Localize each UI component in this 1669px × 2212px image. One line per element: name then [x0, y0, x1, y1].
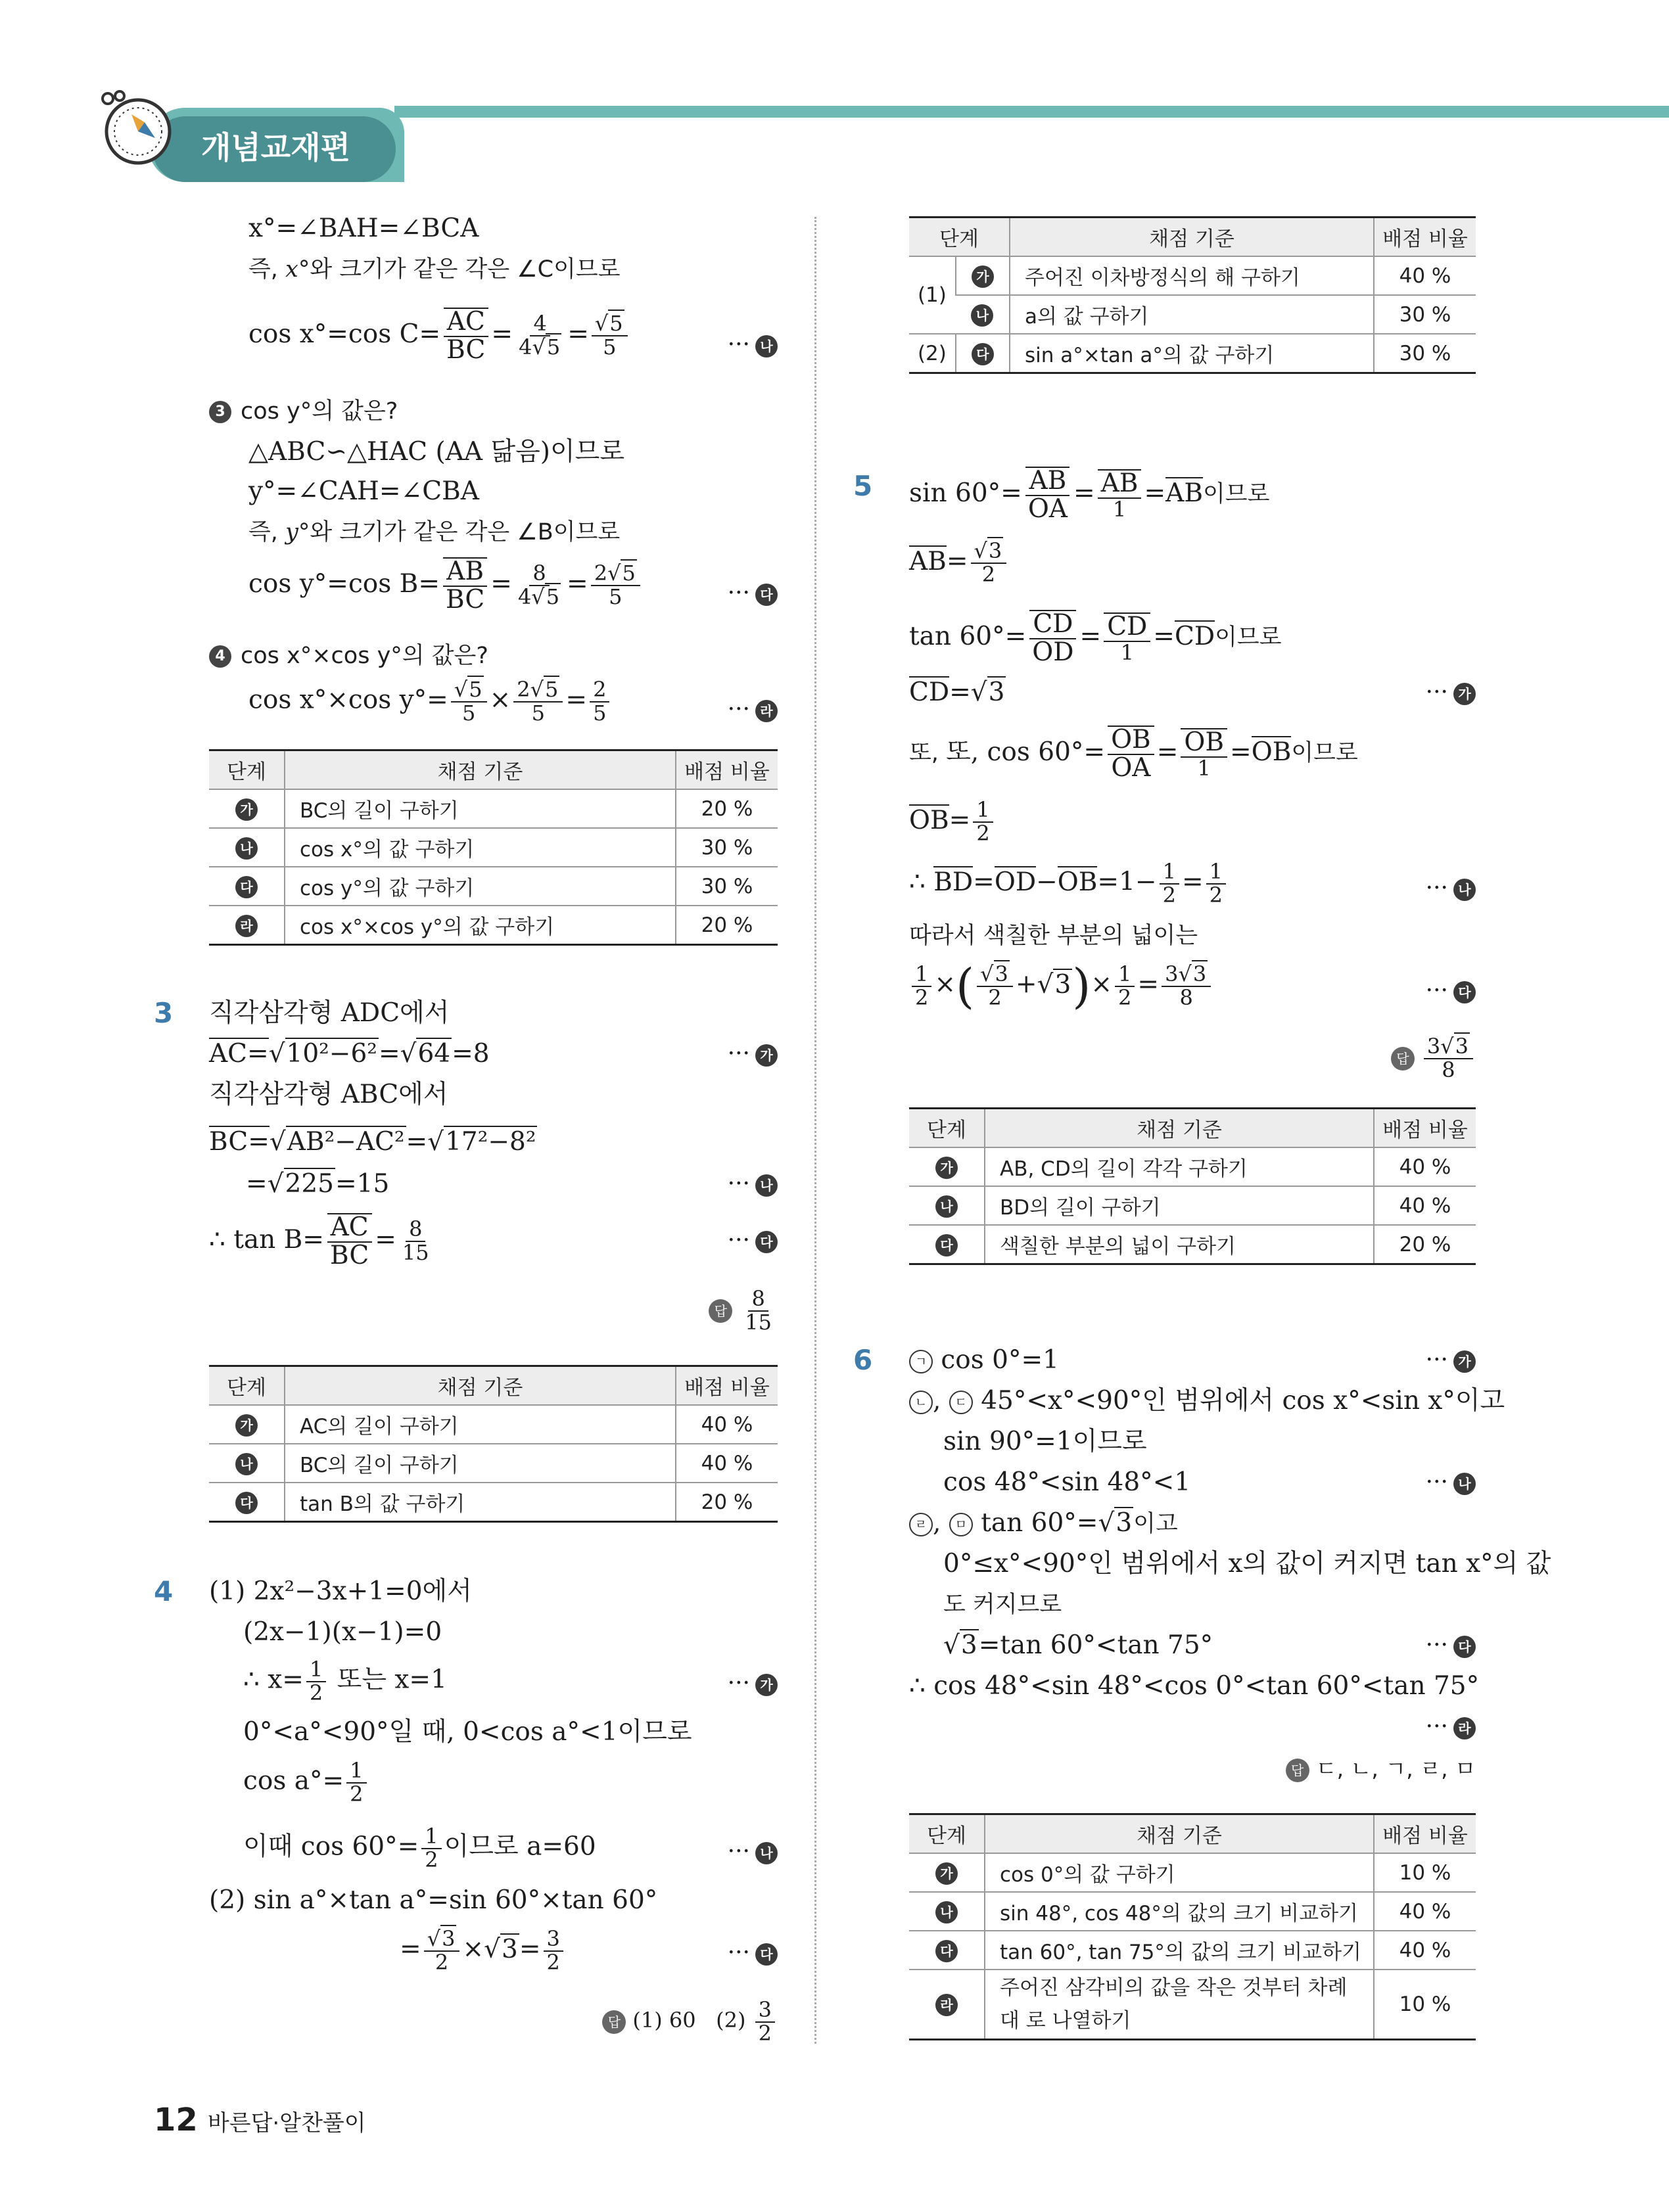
score-table-4: 단계 채점 기준 배점 비율 (1) 가 주어진 이차방정식의 해 구하기 40 % 나 a의 값 구하기 30 % (2) 다 sin a°×tan a°의 값 구하기 30 % [909, 216, 1476, 374]
table-row: 가 BC의 길이 구하기 20 % [209, 789, 778, 828]
s2-step-3-title: 3 cos y°의 값은? [209, 392, 398, 431]
s5-marker-c: ··· 다 [1426, 971, 1476, 1011]
s2-step-4-title: 4 cos x°×cos y°의 값은? [209, 636, 488, 676]
table-row: 다 cos y°의 값 구하기 30 % [209, 867, 778, 906]
s6-line-1: ㄱ cos 0°=1 [909, 1341, 1059, 1380]
section-3-number: 3 [154, 997, 174, 1029]
score-table-6: 단계 채점 기준 배점 비율 가 cos 0°의 값 구하기 10 % 나 sin 48°, cos 48°의 값의 크기 비교하기 40 % 다 tan 60°, tan 75°의 값의 크기 비교하기 40 % 라 주어진 삼각비의 값을 작은 것부터 차례대 로 나열하기 10 % [909, 1813, 1476, 2040]
s2-line-1: x°=∠BAH=∠BCA [248, 214, 479, 243]
header-title: 개념교재편 [201, 130, 351, 166]
s4-marker-a: ··· 가 [728, 1664, 778, 1703]
s4-line-8: = $\frac{√3}{2}$ ×√3= $\frac{3}{2}$ [400, 1928, 566, 1973]
s3-answer: 답 $\frac{8}{15}$ [709, 1288, 778, 1333]
s3-line-4: BC=√AB²−AC²=√17²−8² [209, 1127, 536, 1157]
s5-answer: 답 $\frac{3√3}{8}$ [1391, 1036, 1476, 1081]
s3-line-5: =√225=15 [246, 1169, 390, 1199]
s5-marker-a: ··· 가 [1426, 673, 1476, 712]
s5-line-5: 또, 또, cos 60°= $\frac{OB}{OA}$ = $\frac{OB}{1}$ =OB이므로 [909, 725, 1358, 783]
header-band [394, 106, 1669, 118]
footer [154, 2100, 366, 2147]
s6-line-6: 0°≤x°<90°인 범위에서 x의 값이 커지면 tan x°의 값 [943, 1549, 1551, 1578]
s3-line-6: ∴ tan B= $\frac{AC}{BC}$ = $\frac{8}{15}$ [209, 1212, 429, 1270]
s4-line-5: cos a°= $\frac{1}{2}$ [243, 1760, 369, 1805]
page-number: 12 [154, 2102, 198, 2138]
s5-line-9: $\frac{1}{2}$ ×( $\frac{√3}{2}$ +√3)× $\frac{1}{2}$ = $\frac{3√3}{8}$ [909, 963, 1213, 1009]
s6-line-8: √3=tan 60°<tan 75° [943, 1630, 1213, 1660]
s2-marker-c: ··· 다 [728, 574, 778, 613]
table-row: 가 AB, CD의 길이 각각 구하기 40 % [909, 1147, 1476, 1186]
s5-line-4: CD=√3 [909, 678, 1005, 707]
s2-line-6: 즉, y°와 크기가 같은 각은 ∠B이므로 [248, 519, 621, 545]
table-row: 다 tan 60°, tan 75°의 값의 크기 비교하기 40 % [909, 1931, 1476, 1970]
s2-line-5: y°=∠CAH=∠CBA [248, 476, 479, 506]
s2-marker-d: ··· 라 [728, 690, 778, 729]
s5-line-1: sin 60°= $\frac{AB}{OA}$ = $\frac{AB}{1}$ =AB이므로 [909, 466, 1270, 524]
s5-line-6: OB= $\frac{1}{2}$ [909, 799, 996, 844]
s6-line-9: ∴ cos 48°<sin 48°<cos 0°<tan 60°<tan 75° [909, 1671, 1480, 1701]
table-row: 나 sin 48°, cos 48°의 값의 크기 비교하기 40 % [909, 1892, 1476, 1931]
s2-marker-b: ··· 나 [728, 325, 778, 365]
s5-line-2: AB= $\frac{√3}{2}$ [909, 540, 1009, 586]
section-4 [209, 1572, 778, 2058]
s3-line-2: AC=√10²−6²=√64=8 [209, 1039, 490, 1069]
table-row: 나 a의 값 구하기 30 % [909, 295, 1476, 334]
s3-marker-b: ··· 나 [728, 1164, 778, 1204]
s5-line-3: tan 60°= $\frac{CD}{OD}$ = $\frac{CD}{1}$ =CD이므로 [909, 609, 1282, 667]
s4-line-2: (2x−1)(x−1)=0 [243, 1617, 442, 1647]
section-4-number: 4 [154, 1575, 174, 1607]
s2-line-7: cos y°=cos B= $\frac{AB}{BC}$ = $\frac{8}{4√5}$ = $\frac{2√5}{5}$ [248, 557, 643, 614]
score-table-5: 단계 채점 기준 배점 비율 가 AB, CD의 길이 각각 구하기 40 % 나 BD의 길이 구하기 40 % 다 색칠한 부분의 넓이 구하기 20 % [909, 1107, 1476, 1265]
s6-marker-b: ··· 나 [1426, 1463, 1476, 1502]
section-6-number: 6 [853, 1344, 873, 1376]
s6-line-5: ㄹ , ㅁ tan 60°=√3이고 [909, 1504, 1178, 1544]
s3-line-3: 직각삼각형 ABC에서 [209, 1080, 448, 1109]
s6-marker-c: ··· 다 [1426, 1626, 1476, 1665]
table-row: 나 BC의 길이 구하기 40 % [209, 1444, 778, 1483]
s4-line-3: ∴ x= $\frac{1}{2}$ 또는 x=1 [243, 1657, 447, 1705]
table-row: 나 BD의 길이 구하기 40 % [909, 1186, 1476, 1225]
s6-line-7: 도 커지므로 [943, 1592, 1062, 1618]
s2-line-3: cos x°=cos C= $\frac{AC}{BC}$ = $\frac{4}{4√5}$ = $\frac{√5}{5}$ [248, 308, 630, 364]
s3-marker-c: ··· 다 [728, 1221, 778, 1260]
s5-line-8: 따라서 색칠한 부분의 넓이는 [909, 923, 1198, 949]
score-table-2 [209, 749, 778, 946]
table-row: 라 주어진 삼각비의 값을 작은 것부터 차례대 로 나열하기 10 % [909, 1970, 1476, 2040]
column-divider [814, 217, 816, 2044]
s6-line-4: cos 48°<sin 48°<1 [943, 1467, 1191, 1497]
s2-line-2: 즉, x°와 크기가 같은 각은 ∠C이므로 [248, 256, 621, 283]
th-ratio: 배점 비율 [676, 750, 778, 790]
s6-marker-d: ··· 라 [1426, 1707, 1476, 1747]
section-5-number: 5 [853, 470, 873, 502]
section-6 [909, 1341, 1551, 1794]
section-3 [209, 994, 778, 1362]
stopwatch-icon [99, 84, 174, 170]
s5-line-7: ∴ BD=OD−OB=1− $\frac{1}{2}$ = $\frac{1}{2}$ [909, 861, 1229, 906]
table-row: 가 cos 0°의 값 구하기 10 % [909, 1853, 1476, 1892]
s6-line-2: ㄴ , ㄷ 45°<x°<90°인 범위에서 cos x°<sin x°이고 [909, 1381, 1505, 1421]
s6-marker-a: ··· 가 [1426, 1341, 1476, 1380]
s4-answer: 답 (1) 60 (2) $\frac{3}{2}$ [602, 1999, 778, 2044]
table-row: 가 AC의 길이 구하기 40 % [209, 1405, 778, 1444]
table-row: 나 cos x°의 값 구하기 30 % [209, 828, 778, 867]
th-step: 단계 [209, 750, 285, 790]
s4-marker-c: ··· 다 [728, 1933, 778, 1973]
s3-marker-a: ··· 가 [728, 1034, 778, 1074]
s4-line-6: 이때 cos 60°= $\frac{1}{2}$ 이므로 a=60 [243, 1824, 596, 1872]
section-5 [909, 448, 1476, 1092]
score-table-3: 단계 채점 기준 배점 비율 가 AC의 길이 구하기 40 % 나 BC의 길이 구하기 40 % 다 tan B의 값 구하기 20 % [209, 1365, 778, 1523]
th-criteria: 채점 기준 [285, 750, 676, 790]
s6-answer: 답 ㄷ, ㄴ, ㄱ, ㄹ, ㅁ [1286, 1749, 1476, 1789]
table-row: (1) 가 주어진 이차방정식의 해 구하기 40 % [909, 256, 1476, 295]
s2-line-4: △ABC∽△HAC (AA 닮음)이므로 [248, 437, 624, 467]
s3-line-1: 직각삼각형 ADC에서 [209, 998, 450, 1028]
footer-label: 바른답·알찬풀이 [207, 2110, 366, 2136]
table-row: 다 색칠한 부분의 넓이 구하기 20 % [909, 1225, 1476, 1264]
s2-line-8: cos x°×cos y°= $\frac{√5}{5}$ × $\frac{2√5}{5}$ = $\frac{2}{5}$ [248, 679, 612, 724]
table-row: (2) 다 sin a°×tan a°의 값 구하기 30 % [909, 334, 1476, 373]
s5-marker-b: ··· 나 [1426, 869, 1476, 908]
s6-line-3: sin 90°=1이므로 [943, 1427, 1147, 1456]
s4-line-1: (1) 2x²−3x+1=0에서 [209, 1577, 472, 1606]
s4-line-4: 0°<a°<90°일 때, 0<cos a°<1이므로 [243, 1717, 692, 1747]
s4-marker-b: ··· 나 [728, 1832, 778, 1872]
s4-line-7: (2) sin a°×tan a°=sin 60°×tan 60° [209, 1885, 658, 1915]
table-row: 다 tan B의 값 구하기 20 % [209, 1483, 778, 1522]
table-row: 라 cos x°×cos y°의 값 구하기 20 % [209, 906, 778, 945]
